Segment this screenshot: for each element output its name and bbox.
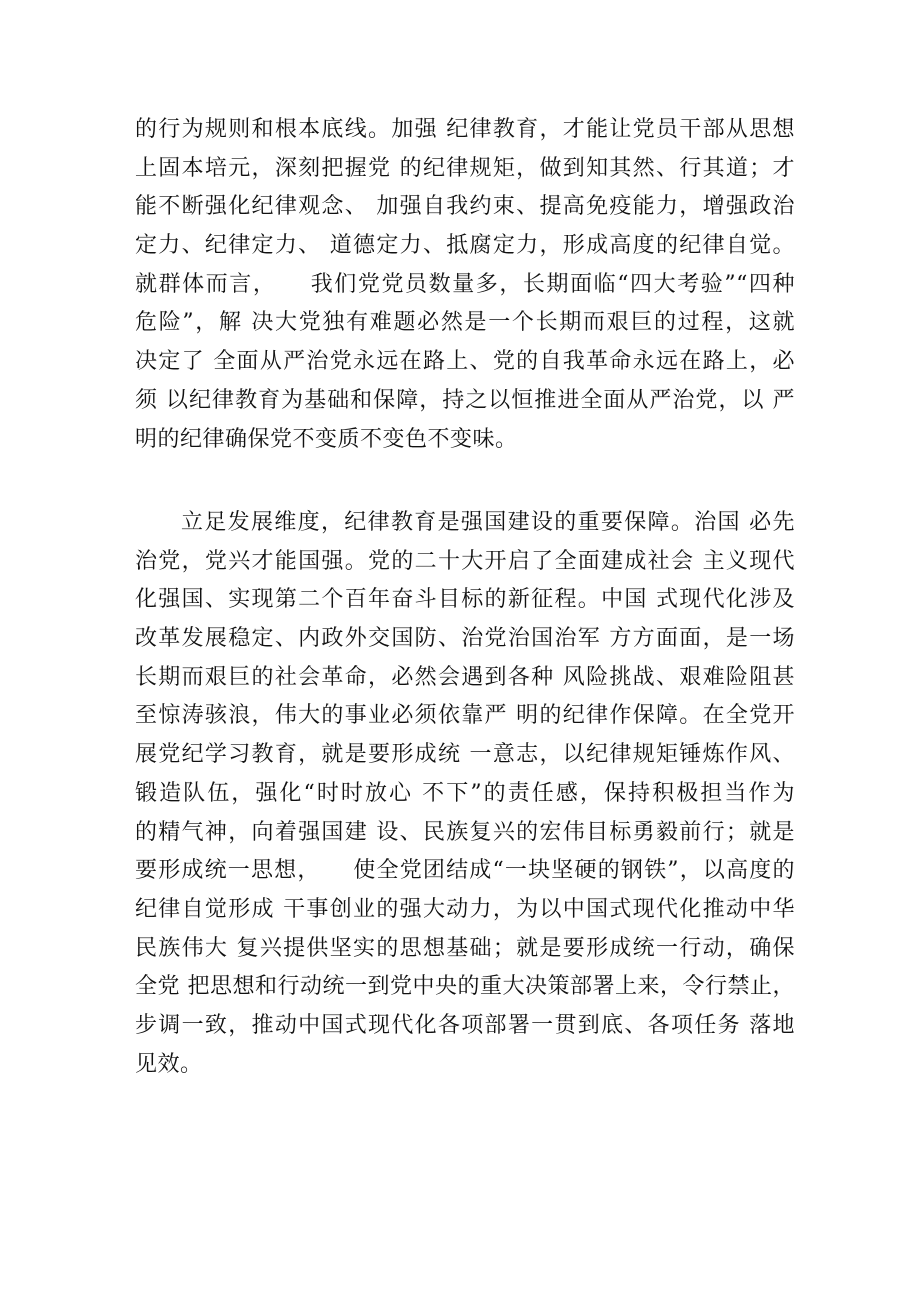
text-line: 要形成统一思想， 使全党团结成“一块坚硬的钢铁”，以高度的 [135,858,795,884]
text-line: 须 以纪律教育为基础和保障，持之以恒推进全面从严治党，以 严 [135,387,795,413]
text-line: 的精气神，向着强国建 设、民族复兴的宏伟目标勇毅前行；就是 [135,819,795,845]
text-line: 定力、纪律定力、 道德定力、抵腐定力，形成高度的纪律自觉。 [135,233,795,259]
text-line: 能不断强化纪律观念、 加强自我约束、提高免疫能力，增强政治 [135,194,795,220]
text-line: 长期而艰巨的社会革命，必然会遇到各种 风险挑战、艰难险阻甚 [135,664,795,690]
text-line: 明的纪律确保党不变质不变色不变味。 [135,426,518,452]
text-line: 上固本培元，深刻把握党 的纪律规矩，做到知其然、行其道；才 [135,155,795,181]
text-line: 锻造队伍，强化“时时放心 不下”的责任感，保持积极担当作为 [135,780,795,806]
text-line: 展党纪学习教育，就是要形成统 一意志，以纪律规矩锤炼作风、 [135,742,795,768]
text-line: 步调一致，推动中国式现代化各项部署一贯到底、各项任务 落地 [135,1012,795,1038]
text-line: 化强国、实现第二个百年奋斗目标的新征程。中国 式现代化涉及 [135,587,795,613]
paragraph-2 [135,504,795,1084]
text-line: 全党 把思想和行动统一到党中央的重大决策部署上来，令行禁止， [135,974,795,1000]
text-line: 改革发展稳定、内政外交国防、治党治国治军 方方面面，是一场 [135,626,795,652]
text-line: 见效。 [135,1051,203,1077]
text-line: 至惊涛骇浪，伟大的事业必须依靠严 明的纪律作保障。在全党开 [135,703,795,729]
text-line: 纪律自觉形成 干事创业的强大动力，为以中国式现代化推动中华 [135,896,795,922]
text-line: 立足发展维度，纪律教育是强国建设的重要保障。治国 必先 [181,510,795,535]
text-line: 就群体而言， 我们党党员数量多，长期面临“四大考验”“四种 [135,271,795,297]
paragraph-1 [135,111,795,459]
text-line: 民族伟大 复兴提供坚实的思想基础；就是要形成统一行动，确保 [135,935,795,961]
text-line: 治党，党兴才能国强。党的二十大开启了全面建成社会 主义现代 [135,548,795,574]
text-line: 决定了 全面从严治党永远在路上、党的自我革命永远在路上，必 [135,349,795,375]
text-line: 危险”，解 决大党独有难题必然是一个长期而艰巨的过程，这就 [135,310,795,336]
text-line: 的行为规则和根本底线。加强 纪律教育，才能让党员干部从思想 [135,117,795,142]
